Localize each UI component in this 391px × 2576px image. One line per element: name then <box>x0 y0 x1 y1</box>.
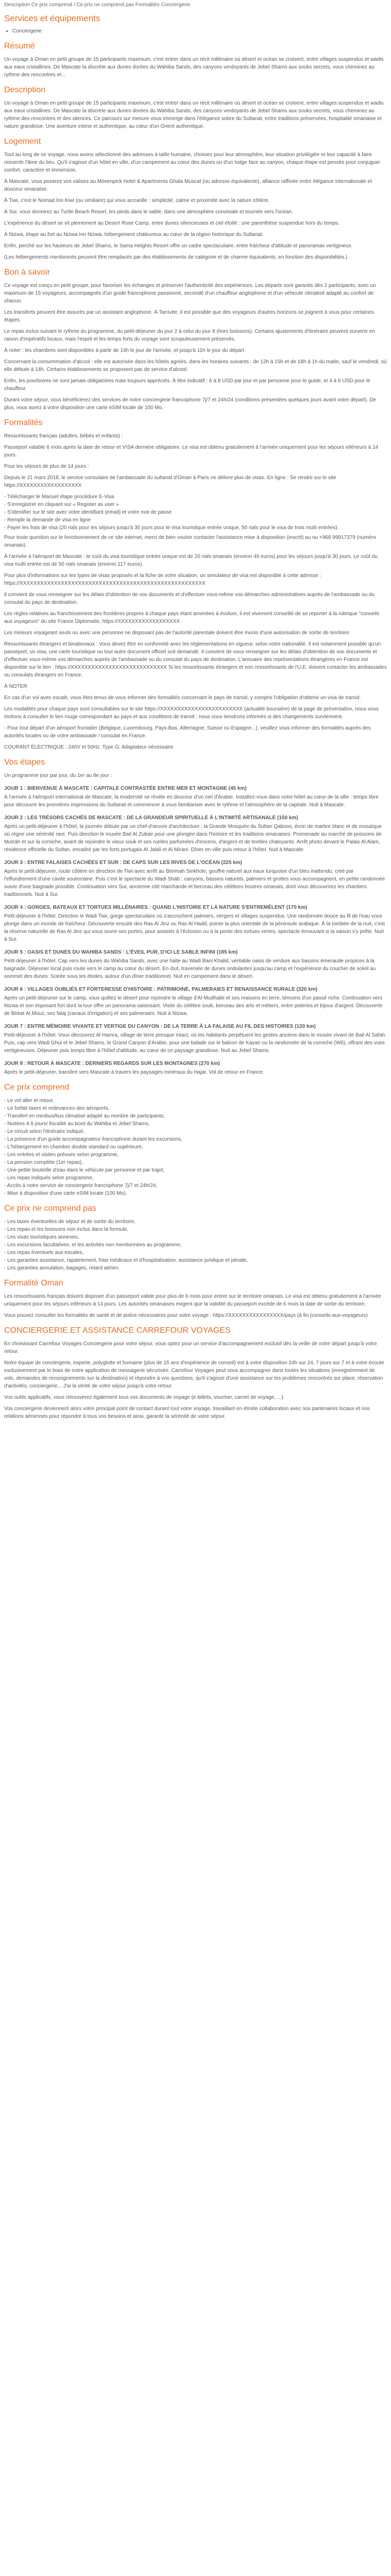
list-item: - Mise à disposition d'une carte eSIM locale (100 Mo). <box>4 1190 127 1196</box>
paragraph: Il convient de vous renseigner sur les délais d'obtention de vos documents et d'effectuer vous-même vos démarches administratives auprès de l'ambassade ou du consulat du pays de destination. <box>4 591 375 605</box>
list-item: - Les repas éventuels aux escales, <box>4 1249 84 1256</box>
prix-comprend-title: Ce prix comprend <box>4 1082 70 1092</box>
paragraph: Les ressortissants français doivent disposer d'un passeport valide pour plus de 6 mois pour entrer sur le territoire omanais. Le visa est obtenu gratuitement à l'arrivée uniquement pour les séjours inférieurs à 14 jours. Les autorités omanaises exigent que la validité du passeport excède de 6 mois la date de sortie du territoire. <box>4 1293 381 1307</box>
day-title: JOUR 6 : VILLAGES OUBLIÉS ET FORTERESSE D'HISTOIRE : PATRIMOINE, PALMERAIES ET RENAISSANCE RURALE (320 km) <box>4 986 318 992</box>
logement-title: Logement <box>4 137 41 146</box>
paragraph: L'expérience du désert se vit pleinement au Desert Rose Camp, entre dunes silencieuses et ciel étoilé : une parenthèse suspendue hors du temps. <box>4 220 340 226</box>
day-text: Après un petit-déjeuner sur le camp, vous quittez le désert pour rejoindre le village d'Al Mudhaibi et ses maisons en terre, témoins d'un passé riche. Continuation vers Nizwa et son imposant fort dont la tour offre un panorama saisissant. Visite du célèbre souk, berceau des arts et métiers, entre poteries et bijoux d'argent. Découverte de Birkat Al Mouz, ses falaj (canaux d'irrigation) et ses palmeraies. Nuit à Nizwa. <box>4 995 383 1016</box>
paragraph: Les mineurs voyageant seuls ou avec une personne ne disposant pas de l'autorité parentale doivent être munis d'une autorisation de sortie de territoire. <box>4 630 351 636</box>
list-item: - Les garanties assistance, rapatriement, frais médicaux et d'hospitalisation, assistance juridique et pénale, <box>4 1257 248 1263</box>
list-item: • Conciergerie <box>12 27 387 35</box>
list-item: - Une petite bouteille d'eau dans le véhicule par personne et par trajet, <box>4 1167 165 1173</box>
list-item: - Télécharger le Manuel étape procédure E-Visa <box>4 494 115 500</box>
paragraph: Les règles relatives au franchissement des frontières propres à chaque pays étant amenées à évoluer, il est vivement conseillé de se reporter à la rubrique "conseils aux voyageurs" du site France Diplomatie, https://XXXXXXXXXXXXXXXXXX <box>4 611 380 624</box>
day-title: JOUR 2 : LES TRÉSORS CACHÉS DE MASCATE : DE LA GRANDEUR SPIRITUELLE À L'INTIMITÉ ARTISANALE (150 km) <box>4 815 298 821</box>
paragraph: Vous pouvez consulter les formalités de santé et de police nécessaires pour votre voyage : https://XXXXXXXXXXXXXXXX/pays (à fin (conseils-aux-voyageurs) <box>4 1312 368 1318</box>
list-item: - Les garanties annulation, bagages, retard aérien. <box>4 1265 120 1271</box>
list-item: - Le vol aller et retour, <box>4 1097 54 1104</box>
paragraph: Vos conciergerie deviennent alors votre principal point de contact durant tout votre voyage, travaillant en étroite collaboration avec nos partenaires locaux et nos relations aériennes pour répondre à tous vos besoins et ainsi, garantir la sérénité de votre séjour. <box>4 1405 370 1419</box>
list-item: - Les excursions facultatives, et les activités non mentionnées au programme, <box>4 1242 182 1248</box>
list-item: - Le forfait taxes et redevances des aéroports, <box>4 1105 109 1111</box>
paragraph: - Pour tout départ d'un aéroport frontalier (Belgique, Luxembourg, Pays-Bas, Allemagne, Suisse ou Espagne...), veuillez vous informer des formalités auprès des autorités locales ou de votre ambassade / consulat en France. <box>4 725 371 739</box>
prix-pas-list <box>4 1218 387 1272</box>
programme-title: Vos étapes <box>4 757 45 767</box>
programme-days <box>4 785 387 1076</box>
paragraph: Passeport valable 6 mois après la date de retour et VISA dernière obligatoire. Le visa est obtenu gratuitement à l'arrivée uniquement pour les séjours inférieurs à 14 jours. <box>4 444 379 458</box>
list-item: - La pension complète (1er repas), <box>4 1159 83 1165</box>
description-text: Un voyage à Oman en petit groupe de 15 participants maximum, c'est entrer dans un récit millénaire où désert et océan se croisent, entre villages suspendus et wadis aux eaux cristallines. De Mascate la discrète aux dunes dorées du Wahiba Sands, des canyons verdoyants de Jebel Shams aux souks secrets, vous cheminez au rythme des rencontres et des silences. Ce parcours sur mesure vous immerge dans l'élégance sobre du Sultanat, entre traditions préservées, hospitalité omanaise et nature grandiose. Une aventure intime et authentique, au cœur d'un Orient authentique. <box>4 100 384 129</box>
list-item: - Les visas touristiques annexes, <box>4 1234 79 1240</box>
paragraph: Pour toute question sur le fonctionnement de ce site internet, merci de bien vouloir contacter l'assistance mise à disposition (inscrit) au ou +968 99917379 (numéro omanais). <box>4 534 376 548</box>
paragraph: Durant votre séjour, vous bénéficierez des services de notre conciergerie francophone 7j/7 et 24h/24 (conditions présentées quelques jours avant votre départ). De plus, vous aurez à votre disposition une carte eSIM locale de 100 Mo. <box>4 397 376 411</box>
services-title: Services et équipements <box>4 13 101 23</box>
prix-pas-title: Ce prix ne comprend pas <box>4 1204 96 1213</box>
description-title: Description <box>4 85 46 94</box>
list-item: - L'hébergement en chambre double standard ou supérieure, <box>4 1144 143 1150</box>
day-title: JOUR 8 : RETOUR À MASCATE : DERNIERS REGARDS SUR LES MONTAGNES (270 km) <box>4 1060 220 1066</box>
paragraph: À Sur, vous dormirez au Turtle Beach Resort, les pieds dans le sable, dans une atmosphère conviviale et tournée vers l'océan. <box>4 209 293 215</box>
paragraph: En choisissant Carrefour Voyages Conciergerie pour votre séjour, vous optez pour un service d'accompagnement exclusif dès la veille de votre départ jusqu'à votre retour. <box>4 1341 377 1354</box>
list-item: - Transfert en minibus/bus climatisé adapté au nombre de participants, <box>4 1113 165 1119</box>
paragraph: Enfin, les pourboires ne sont jamais obligatoires mais toujours appréciés. À titre indicatif : 6 à 8 USD par jour et par personne pour le guide, et 4 à 6 USD pour le chauffeur. <box>4 378 370 392</box>
day-title: JOUR 7 : ENTRE MÉMOIRE VIVANTE ET VERTIGE DU CANYON : DE LA TERRE À LA FALAISE AU FIL DES HISTOIRES (120 km) <box>4 1023 316 1029</box>
day-title: JOUR 5 : OASIS ET DUNES DU WAHIBA SANDS : L'ÉVEIL PUR, D'ICI LE SABLE INFINI (185 km) <box>4 949 238 955</box>
paragraph: À Nizwa, étape au fort au Nizwa Inn Nizwa, hébergement chaleureux au cœur de la région historique du Sultanat. <box>4 231 264 238</box>
day-text: Petit-déjeuner à l'hôtel. Vous découvrez Al Hamra, village de terre presque intact, où les habitants perpétuent les gestes anciens dans le musée vivant de Bait Al Safah. Puis, cap vers Wadi Ghul et le Jebel Shams, le Grand Canyon d'Arabie, pour une balade sur le balcon de Kayan ou la randonnée de la corniche (W6), offrant des vues vertigineuses. Déjeuner puis temps libre à l'hôtel d'altitude, au cœur de ce paysage grandiose. Nuit au Jebel Shams. <box>4 1032 387 1054</box>
paragraph: COURANT ÉLECTRIQUE : 240V et 50Hz. Type G. Adaptateur nécessaire. <box>4 744 175 750</box>
programme-intro: Un programme jour par jour, du 1er au 8e jour : <box>4 772 112 778</box>
day-title: JOUR 1 : BIENVENUE À MASCATE : CAPITALE CONTRASTÉE ENTRE MER ET MONTAGNE (45 km) <box>4 785 247 791</box>
formalites-title: Formalités <box>4 418 43 427</box>
paragraph: À noter : les chambres sont disponibles à partir de 14h le jour de l'arrivée, et jusqu'à 11h le jour du départ. <box>4 347 246 353</box>
list-item: - Payer les frais de visa (20 rials pour les séjours jusqu'à 30 jours pour le visa touristique entrée unique, 50 rials pour le visa de trois multi entrées). <box>4 524 339 531</box>
paragraph: Concernant la consommation d'alcool : elle est autorisée dans les hôtels agréés, dans les horaires suivants : de 12h à 15h et de 18h à 1h du matin, sauf le vendredi, où elle débute à 14h. Certains établissements se proposent pas de service d'alcool. <box>4 359 387 372</box>
paragraph: À Tiwi, c'est le Nomad Inn Kiwi (ou similaire) qui vous accueille : simplicité, calme et proximité avec la nature côtière. <box>4 197 270 204</box>
day-text: Après un petit-déjeuner à l'hôtel, la journée débute par un chef-d'œuvre d'architecture : la Grande Mosquée du Sultan Qaboos, écrin de marbre blanc et de mosaïque où règne une sérénité rare. Puis direction le musée Bait Al Zubair pour une plongée dans l'histoire et les traditions omanaises. Promenade au marché de poissons de Mutrah et sur la corniche, avant de rejoindre le vieux souk et ses ruelles parfumées d'encens, d'argent et de textiles chatoyants. Arrêt photo devant le Palais Al Alam, résidence officielle du Sultan, encadré par les forts portugais Al Jalali et Al Mirani. Dîner en ville puis retour à l'hôtel. Nuit à Mascate. <box>4 823 382 853</box>
paragraph: Les modalités pour chaque pays sont consultables sur le site https://XXXXXXXXXXXXXXXXXXXXXXXX (actualité boursière) de la page de présentation, nous vous invitons à consulter le lien rouge correspondant au pays et aux conditions de transit ; nous vous tiendrons informés si des changements surviennent. <box>4 706 379 720</box>
day-text: Après le petit-déjeuner, route côtière en direction de Tiwi avec arrêt au Bimmah Sinkhole, gouffre naturel aux eaux turquoise d'un bleu inattendu, créé par l'effondrement d'une cavité souterraine. Puis c'est le spectacle du Wadi Shab : canyons, bassins naturels, palmiers et grottes vous accompagnent, en petite randonnée suivie d'une baignade possible. Continuation vers Sur, ancienne cité marchande et berceau des célèbres boutres omanais, dont vous découvrirez les chantiers traditionnels. Nuit à Sur. <box>4 868 385 897</box>
paragraph: À l'arrivée à l'aéroport de Mascate : le coût du visa touristique entrée unique est de 20 rials omanais (environ 46 euros) pour les séjours jusqu'à 30 jours. Le coût du visa multi entrée est de 50 rials omanais (environ 117 euros). <box>4 553 378 567</box>
list-item: - S'enregistrer en cliquant sur « Register as user » <box>4 501 119 507</box>
paragraph: Ce voyage est conçu en petit groupe, pour favoriser les échanges et préserver l'authenticité des expériences. Les départs sont garantis dès 2 participants, avec un maximum de 15 voyageurs, accompagnés d'un guide francophone passionné, secondé d'un chauffeur-anglophone et d'un véhicule climatisé adapté au confort de chacun. <box>4 282 376 304</box>
paragraph: Depuis le 21 mars 2018, le service consulaire de l'ambassade du sultanat d'Oman à Paris ne délivre plus de visas. En ligne : Se rendre sur le site https://XXXXXXXXXXXXXXXXXX <box>4 474 336 488</box>
list-item: - Les repas indiqués selon programme, <box>4 1175 94 1181</box>
conciergerie-title: CONCIERGERIE ET ASSISTANCE CARREFOUR VOYAGES <box>4 1326 231 1335</box>
day-text: Petit-déjeuner à l'hôtel. Direction le Wadi Tiwi, gorge spectaculaire où s'accrochent palmiers, vergers et villages suspendus. Une randonnée douce au fil de l'eau vous plonge dans un monde de fraîcheur. Découverte ensuite des Ras Al Jinz ou Ras Al Hadd, pointe la plus orientale de la péninsule arabique. À la tombée de la nuit, c'est la réserve naturelle de Ras Al Jinz qui vous ouvre ses portes, pour assister à l'éclosion ou à la ponte des tortues vertes, spectacle émouvant si la saison s'y prête. Nuit à Sur. <box>4 913 385 942</box>
paragraph: (Les hébergements mentionnés peuvent être remplacés par des établissements de catégorie et de charme équivalents, en fonction des disponibilités.) <box>4 254 348 260</box>
visa-steps-list <box>4 493 387 532</box>
list-item: - Nuitées 4-5 jours/ fiscalité au bord du Wahiba et Jebel Shams, <box>4 1121 150 1127</box>
paragraph: Ressortissants étrangers et binationaux : Vous devez être en conformité avec les réglementations en vigueur, selon votre nationalité. Il est notamment possible qu'un passeport, un visa, une carte touristique ou tout autre document officiel soit demandé. Il convient de vous renseigner sur les délais d'obtention de vos documents et d'effectuer vous-même vos démarches auprès de l'ambassade ou du consulat du pays de destination. L'annuaire des représentations étrangères en France est disponible sur le lien : https://XXXXXXXXXXXXXXXXXXXXXXXXXXXX Si les ressortissants étrangers et non ressortissants de l'U.E. doivent contacter les ambassades ou consulats étrangers en France. <box>4 641 387 678</box>
paragraph: Pour les séjours de plus de 14 jours : <box>4 463 89 469</box>
paragraph: Tout au long de ce voyage, nous avons sélectionné des adresses à taille humaine, choisies pour leur atmosphère, leur situation privilégiée et leur capacité à faire ressentir l'âme du lieu. Qu'il s'agisse d'un hôtel en ville, d'un campement au cœur des dunes ou d'un lodge face au canyon, chaque étape est pensée pour conjuguer confort, caractère et immersion. <box>4 151 381 173</box>
paragraph: Le repas inclus suivant le rythme du programme, du petit-déjeuner du jour 2 à celui du jour 8 (hors boissons). Certains ajustements d'itinéraire peuvent survenir en raison d'impératifs locaux, mais l'esprit et les temps forts du voyage sont scrupuleusement préservés. <box>4 328 375 342</box>
day-text: Petit-déjeuner à l'hôtel. Cap vers les dunes du Wahiba Sands, avec une halte au Wadi Bani Khalid, véritable oasis de verdure aux bassins émeraude propices à la baignade. Déjeuner local puis route vers le camp au cœur du désert. En 4x4, traversée de dunes ondulantes jusqu'au camp et l'expérience du coucher de soleil au sommet des dunes. Soirée sous les étoiles, autour d'un dîner traditionnel. Nuit en campement dans le désert. <box>4 958 376 979</box>
day-title: JOUR 3 : ENTRE FALAISES CACHÉES ET SUR : DE CAPS SUR LES RIVES DE L'OCÉAN (225 km) <box>4 859 242 866</box>
paragraph: Pour plus d'informations sur les types de visas proposés et la fiche de votre situation, un simulateur de visa est disponible à cette adresse : https://XXXXXXXXXXXXXXXXXXXXXXXXXXXXXXXXXXXXXXXXXXXXXXXXXXXXXX <box>4 572 321 586</box>
list-item: - Les repas et les boissons non inclus dans la formule, <box>4 1226 128 1232</box>
resume-text: Un voyage à Oman en petit groupe de 15 participants maximum, c'est entrer dans un récit millénaire où désert et océan se croisent, entre villages suspendus et wadis aux eaux cristallines. De Mascate la discrète aux dunes dorées du Wahiba Sands, des canyons verdoyants de Jebel Shams aux souks secrets, vous cheminez au rythme des rencontres et... <box>4 56 384 78</box>
prix-comprend-list <box>4 1097 387 1197</box>
services-list <box>4 27 387 35</box>
paragraph: À Mascate, vous poserez vos valises au Mövenpick Hotel & Apartments Ghala Muscat (ou adresse équivalente), alliance raffinée entre élégance internationale et douceur omanaise. <box>4 178 372 192</box>
list-item: - La présence d'un guide accompagnateur francophone durant les excursions, <box>4 1136 183 1142</box>
formalite-oman-title: Formalité Oman <box>4 1278 63 1287</box>
day-text: À l'arrivée à l'aéroport international de Mascate, la modernité se révèle en douceur d'un ciel d'Arabie. Installez-vous dans votre hôtel au cœur de la ville : temps libre pour découvrir les premières impressions du Sultanat et commencer à vous familiariser avec le rythme et l'atmosphère de la capitale. Nuit à Mascate. <box>4 794 379 808</box>
paragraph: Vos outils applicatifs, vous retrouverez également tous vos documents de voyage (e-billets, voucher, carnet de voyage, ...). <box>4 1394 285 1400</box>
list-item: - Le circuit selon l'itinéraire indiqué, <box>4 1128 85 1134</box>
day-title: JOUR 4 : GORGES, BATEAUX ET TORTUES MILLÉNAIRES : QUAND L'HISTOIRE ET LA NATURE S'ENTREMÊLENT (170 km) <box>4 904 307 910</box>
bon-a-savoir-title: Bon à savoir <box>4 267 50 277</box>
resume-title: Résumé <box>4 41 35 50</box>
list-item: - S'identifier sur le site avec votre identifiant (email) et votre mot de passe <box>4 509 172 515</box>
paragraph: Notre équipe de conciergerie, experte, polyglotte et humaine (plus de 15 ans d'expérience de conseil) est à votre disposition 24h sur 24, 7 jours sur 7 et à votre écoute exclusivement par le biais de notre application de messagerie sécurisée. Carrefour Voyages peut vous accompagner dans toutes les situations (enregistrement de vols, demandes de renseignements sur la destination) et répondre à vos questions, qu'il s'agisse d'une assistance sur les problèmes rencontrés sur place, réservation d'activités, conciergerie... J'ai la vérité de votre séjour jusqu'à votre retour. <box>4 1360 384 1389</box>
list-item: - Accès à notre service de conciergerie francophone 7j/7 et 24h/24, <box>4 1182 157 1189</box>
day-text: Après le petit-déjeuner, transfert vers Mascate à travers les paysages minéraux du Hajar. Vol de retour en France. <box>4 1069 265 1075</box>
paragraph: Les transferts peuvent être assurés par un assistant anglophone. À Tarrivée, il est possible que des voyageurs d'autres horizons se joignent à vous pour certaines étapes. <box>4 309 374 323</box>
list-item: - Remplir la demande de visa en ligne <box>4 517 91 523</box>
paragraph: Ressortissants français (adultes, bébés et enfants) : <box>4 433 123 439</box>
paragraph: En cas d'un vol avec escale, vous êtes tenus de vous informer des formalités concernant le pays de transit, y compris l'obligation d'obtenir un visa de transit. <box>4 694 361 701</box>
paragraph: Enfin, perché sur les hauteurs de Jebel Shams, le Sama Heights Resort offre un cadre spectaculaire, entre fraîcheur d'altitude et panoramas vertigineux. <box>4 243 353 249</box>
paragraph: À NOTER <box>4 683 27 689</box>
breadcrumb: Description Ce prix comprend / Ce prix ne comprend pas Formalités Conciergerie <box>4 2 190 8</box>
list-item: - Les entrées et visites prévues selon programme, <box>4 1151 119 1158</box>
list-item: - Les taxes éventuelles de séjour et de sortie du territoire, <box>4 1218 136 1225</box>
